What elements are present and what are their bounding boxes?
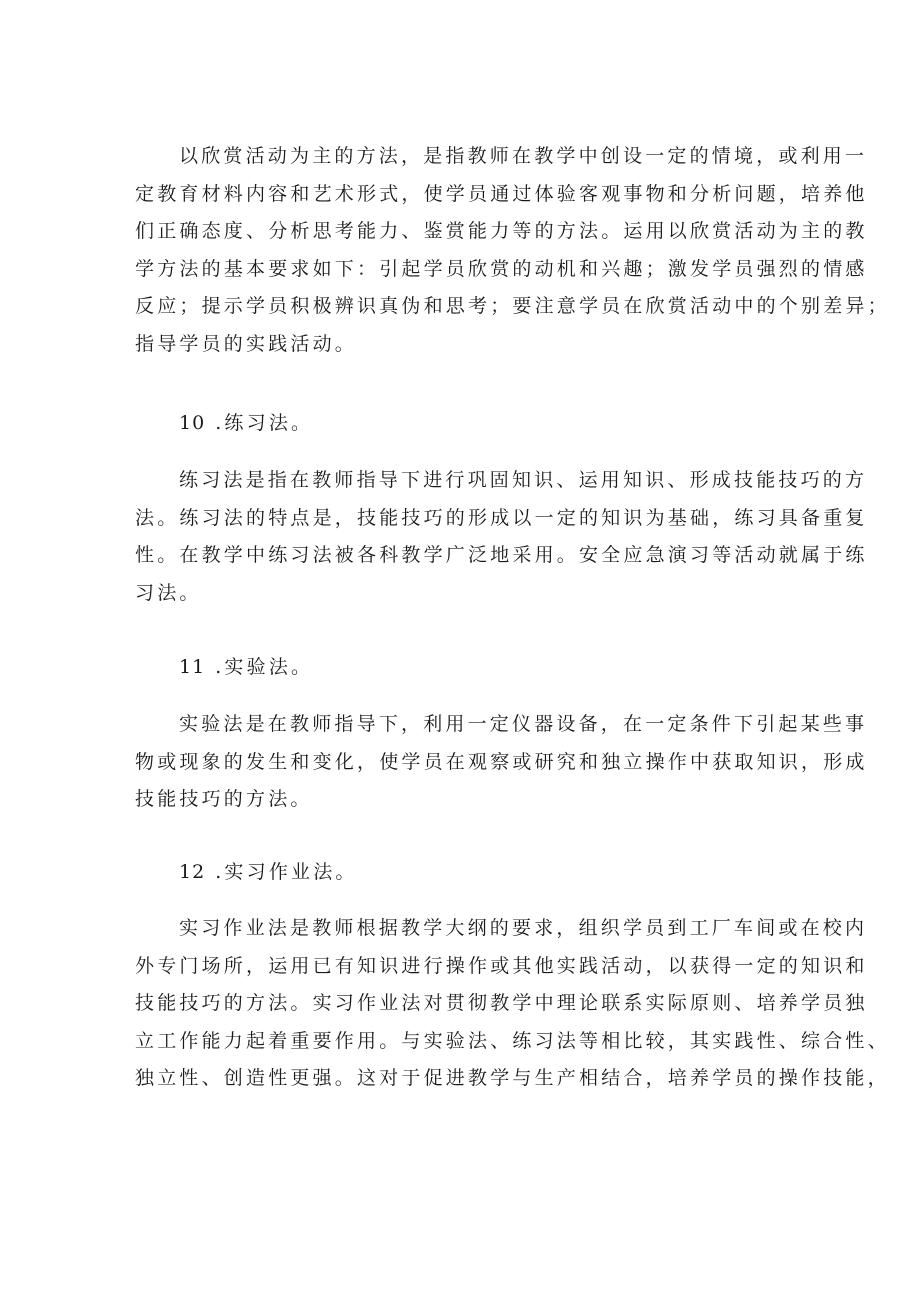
section-title: .练习法。 bbox=[215, 412, 314, 434]
paragraph-line: 以欣赏活动为主的方法，是指教师在教学中创设一定的情境，或利用一 bbox=[179, 145, 868, 167]
paragraph-line: 学方法的基本要求如下：引起学员欣赏的动机和兴趣；激发学员强烈的情感 bbox=[135, 257, 868, 280]
paragraph-line: 法。练习法的特点是，技能技巧的形成以一定的知识为基础，练习具备重复 bbox=[135, 506, 868, 529]
section-heading-internship bbox=[179, 854, 358, 892]
paragraph-line: 指导学员的实践活动。 bbox=[135, 332, 358, 355]
paragraph-line: 反应；提示学员积极辨识真伪和思考；要注意学员在欣赏活动中的个别差异； bbox=[135, 295, 890, 318]
paragraph-line: 外专门场所，运用已有知识进行操作或其他实践活动，以获得一定的知识和 bbox=[135, 954, 868, 977]
paragraph-line: 技能技巧的方法。 bbox=[135, 788, 313, 811]
section-title: .实习作业法。 bbox=[215, 861, 358, 883]
paragraph-line: 练习法是指在教师指导下进行巩固知识、运用知识、形成技能技巧的方 bbox=[179, 469, 868, 491]
section-number: 11 bbox=[179, 656, 206, 678]
paragraph-line: 实习作业法是教师根据教学大纲的要求，组织学员到工厂车间或在校内 bbox=[179, 917, 868, 939]
section-heading-practice bbox=[179, 405, 313, 443]
paragraph-line: 性。在教学中练习法被各科教学广泛地采用。安全应急演习等活动就属于练 bbox=[135, 544, 868, 567]
paragraph-experiment-method bbox=[135, 706, 868, 819]
section-title: .实验法。 bbox=[215, 656, 314, 678]
paragraph-line: 实验法是在教师指导下，利用一定仪器设备，在一定条件下引起某些事 bbox=[179, 713, 868, 735]
paragraph-internship-method bbox=[135, 910, 890, 1098]
paragraph-line: 们正确态度、分析思考能力、鉴赏能力等的方法。运用以欣赏活动为主的教 bbox=[135, 220, 868, 243]
paragraph-appreciation-method bbox=[135, 138, 890, 364]
paragraph-line: 物或现象的发生和变化，使学员在观察或研究和独立操作中获取知识，形成 bbox=[135, 750, 868, 773]
section-heading-experiment bbox=[179, 649, 313, 687]
paragraph-practice-method bbox=[135, 462, 868, 612]
section-number: 12 bbox=[179, 861, 206, 883]
paragraph-line: 技能技巧的方法。实习作业法对贯彻教学中理论联系实际原则、培养学员独 bbox=[135, 992, 868, 1015]
section-number: 10 bbox=[179, 412, 206, 434]
paragraph-line: 定教育材料内容和艺术形式，使学员通过体验客观事物和分析问题，培养他 bbox=[135, 182, 868, 205]
paragraph-line: 立工作能力起着重要作用。与实验法、练习法等相比较，其实践性、综合性、 bbox=[135, 1029, 890, 1052]
paragraph-line: 独立性、创造性更强。这对于促进教学与生产相结合，培养学员的操作技能， bbox=[135, 1067, 890, 1090]
paragraph-line: 习法。 bbox=[135, 581, 202, 604]
